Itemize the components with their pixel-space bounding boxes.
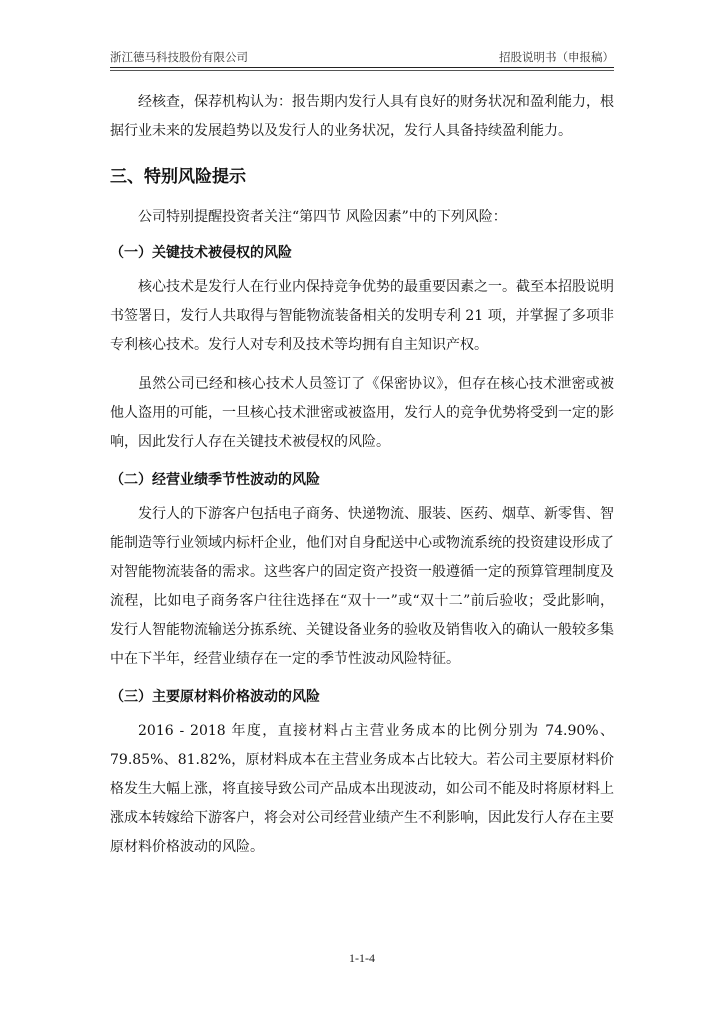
section-title: 三、特别风险提示 xyxy=(110,167,246,187)
header-document-type: 招股说明书（申报稿） xyxy=(499,50,614,64)
risk-1-paragraph-1: 核心技术是发行人在行业内保持竞争优势的最重要因素之一。截至本招股说明书签署日，发行人共取得与智能物流装备相关的发明专利 21 项，并掌握了多项非专利核心技术。发行人对专利及技术等均拥有自主知识产权。 xyxy=(110,279,614,353)
risk-1-paragraph-2: 虽然公司已经和核心技术人员签订了《保密协议》，但存在核心技术泄密或被他人盗用的可能，一旦核心技术泄密或被盗用，发行人的竞争优势将受到一定的影响，因此发行人存在关键技术被侵权的风险。 xyxy=(110,376,614,450)
risk-3-paragraph-1: 2016 - 2018 年度，直接材料占主营业务成本的比例分别为 74.90%、79.85%、81.82%，原材料成本在主营业务成本占比较大。若公司主要原材料价格发生大幅上涨，将直接导致公司产品成本出现波动，如公司不能及时将原材料上涨成本转嫁给下游客户，将会对公司经营业绩产生不利影响，因此发行人存在主要原材料价格波动的风险。 xyxy=(110,723,614,855)
intro-paragraph: 经核查，保荐机构认为：报告期内发行人具有良好的财务状况和盈利能力，根据行业未来的发展趋势以及发行人的业务状况，发行人具备持续盈利能力。 xyxy=(110,94,614,139)
page-body xyxy=(110,88,614,862)
page-number: 1-1-4 xyxy=(349,951,375,965)
section-lead: 公司特别提醒投资者关注“第四节 风险因素”中的下列风险： xyxy=(138,209,507,225)
risk-2-title: （二）经营业绩季节性波动的风险 xyxy=(110,472,320,488)
risk-2-paragraph-1: 发行人的下游客户包括电子商务、快递物流、服装、医药、烟草、新零售、智能制造等行业领域内标杆企业，他们对自身配送中心或物流系统的投资建设形成了对智能物流装备的需求。这些客户的固定资产投资一般遵循一定的预算管理制度及流程，比如电子商务客户往往选择在“双十一”或“双十二”前后验收；受此影响，发行人智能物流输送分拣系统、关键设备业务的验收及销售收入的确认一般较多集中在下半年，经营业绩存在一定的季节性波动风险特征。 xyxy=(110,506,614,667)
risk-3-title: （三）主要原材料价格波动的风险 xyxy=(110,689,320,705)
page-header xyxy=(110,49,614,69)
risk-1-title: （一）关键技术被侵权的风险 xyxy=(110,245,292,261)
header-company-name: 浙江德马科技股份有限公司 xyxy=(110,50,248,64)
header-divider xyxy=(110,67,614,71)
